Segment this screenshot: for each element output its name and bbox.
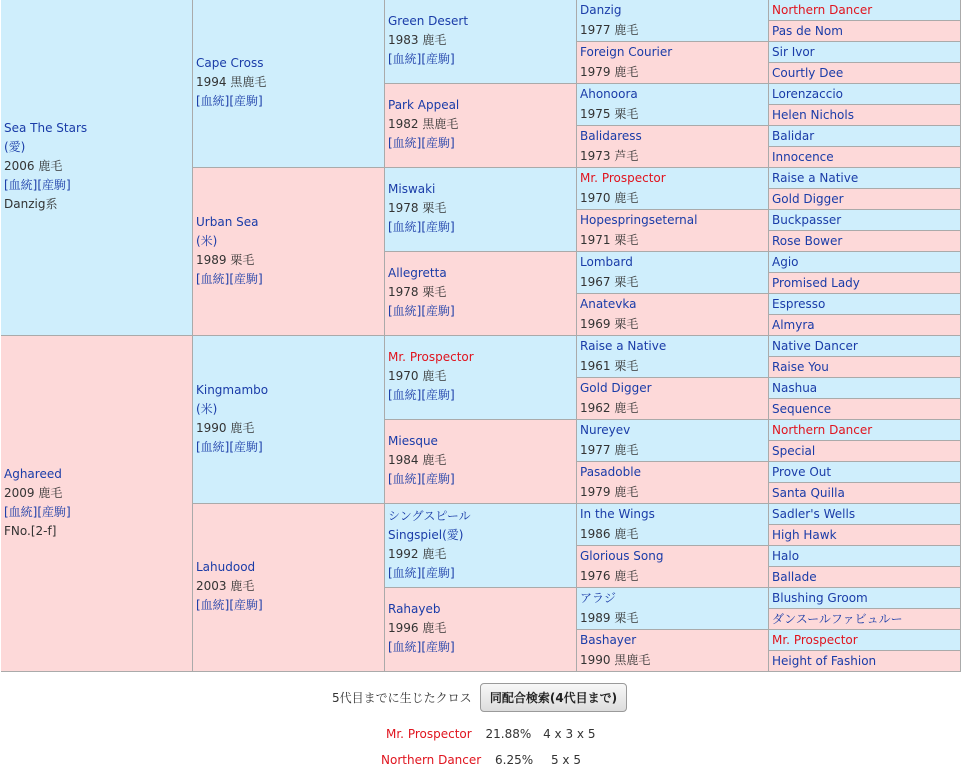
horse-name-link[interactable]: Mr. Prospector	[580, 171, 666, 185]
pedigree-offspring-links[interactable]: [血統][産駒]	[4, 178, 71, 192]
gen5-horse-cell	[769, 210, 961, 231]
horse-name-link[interactable]: Special	[772, 444, 816, 458]
horse-name-link[interactable]: Raise a Native	[772, 171, 859, 185]
horse-name-link[interactable]: シングスピール	[388, 509, 471, 523]
horse-info	[772, 231, 960, 251]
horse-birth-year-color: 1970 鹿毛	[388, 369, 447, 383]
horse-name-link[interactable]: Raise You	[772, 360, 829, 374]
gen5-horse-cell	[769, 651, 961, 672]
horse-alt-name-link[interactable]: Singspiel(愛)	[388, 528, 464, 542]
horse-info	[196, 336, 384, 457]
gen5-horse-cell	[769, 504, 961, 525]
horse-birth-year-color: 1982 黒鹿毛	[388, 117, 459, 131]
horse-info	[388, 84, 576, 153]
horse-name-link[interactable]: Helen Nichols	[772, 108, 854, 122]
horse-name-link[interactable]: Rose Bower	[772, 234, 843, 248]
horse-info	[196, 168, 384, 289]
horse-birth-year-color: 1977 鹿毛	[580, 443, 639, 457]
gen5-horse-cell	[769, 399, 961, 420]
horse-birth-year-color: 1978 栗毛	[388, 201, 447, 215]
gen5-horse-cell	[769, 21, 961, 42]
cross-percent: 6.25%	[495, 753, 534, 767]
horse-birth-year-color: 2006 鹿毛	[4, 159, 63, 173]
gen4-horse-cell	[577, 378, 769, 420]
horse-info	[580, 504, 768, 544]
gen5-horse-cell	[769, 189, 961, 210]
horse-birth-year-color: 2003 鹿毛	[196, 579, 255, 593]
horse-name-link[interactable]: Mr. Prospector	[772, 633, 858, 647]
gen3-horse-cell	[385, 336, 577, 420]
gen5-horse-cell	[769, 0, 961, 21]
horse-birth-year-color: 1976 鹿毛	[580, 569, 639, 583]
horse-info	[580, 294, 768, 334]
horse-info	[580, 378, 768, 418]
horse-info	[388, 0, 576, 69]
horse-birth-year-color: 1975 栗毛	[580, 107, 639, 121]
horse-name-link[interactable]: Mr. Prospector	[388, 350, 474, 364]
horse-birth-year-color: 1962 鹿毛	[580, 401, 639, 415]
horse-info	[4, 0, 192, 214]
horse-info	[772, 252, 960, 272]
horse-birth-year-color: 1983 鹿毛	[388, 33, 447, 47]
gen4-horse-cell	[577, 126, 769, 168]
gen1-horse-cell	[1, 336, 193, 672]
gen4-horse-cell	[577, 630, 769, 672]
gen5-horse-cell	[769, 252, 961, 273]
gen5-horse-cell	[769, 273, 961, 294]
horse-name-link[interactable]: Nashua	[772, 381, 818, 395]
horse-name-link[interactable]: Foreign Courier	[580, 45, 673, 59]
horse-birth-year-color: 1977 鹿毛	[580, 23, 639, 37]
horse-name-link[interactable]: Glorious Song	[580, 549, 664, 563]
horse-info	[772, 378, 960, 398]
horse-name-link[interactable]: アラジ	[580, 591, 617, 605]
gen4-horse-cell	[577, 294, 769, 336]
horse-name-link[interactable]: Kingmambo	[196, 383, 269, 397]
horse-name-link[interactable]: Pasadoble	[580, 465, 641, 479]
pedigree-table	[1, 0, 961, 672]
pedigree-offspring-links[interactable]: [血統][産駒]	[388, 304, 455, 318]
horse-info	[580, 84, 768, 124]
gen4-horse-cell	[577, 168, 769, 210]
horse-info	[772, 21, 960, 41]
horse-name-link[interactable]: Almyra	[772, 318, 815, 332]
horse-info	[772, 357, 960, 377]
horse-name-link[interactable]: Balidar	[772, 129, 815, 143]
gen4-horse-cell	[577, 504, 769, 546]
horse-country: (米)	[196, 234, 218, 248]
gen2-horse-cell	[193, 168, 385, 336]
gen5-horse-cell	[769, 588, 961, 609]
horse-info	[196, 504, 384, 615]
horse-birth-year-color: 1996 鹿毛	[388, 621, 447, 635]
horse-birth-year-color: 1970 鹿毛	[580, 191, 639, 205]
horse-info	[580, 588, 768, 628]
horse-info	[772, 0, 960, 20]
pedigree-offspring-links[interactable]: [血統][産駒]	[388, 640, 455, 654]
horse-info	[580, 546, 768, 586]
gen3-horse-cell	[385, 588, 577, 672]
horse-name-link[interactable]: In the Wings	[580, 507, 655, 521]
horse-birth-year-color: 1984 鹿毛	[388, 453, 447, 467]
horse-info	[388, 168, 576, 237]
horse-info	[772, 210, 960, 230]
pedigree-offspring-links[interactable]: [血統][産駒]	[388, 220, 455, 234]
cross-row	[386, 727, 595, 741]
horse-birth-year-color: 1992 鹿毛	[388, 547, 447, 561]
horse-name-link[interactable]: Northern Dancer	[772, 3, 873, 17]
pedigree-offspring-links[interactable]: [血統][産駒]	[388, 388, 455, 402]
gen4-horse-cell	[577, 0, 769, 42]
gen5-horse-cell	[769, 630, 961, 651]
gen4-horse-cell	[577, 546, 769, 588]
horse-info	[580, 126, 768, 166]
pedigree-offspring-links[interactable]: [血統][産駒]	[388, 566, 455, 580]
horse-name-link[interactable]: Raise a Native	[580, 339, 667, 353]
horse-name-link[interactable]: Sir Ivor	[772, 45, 815, 59]
horse-name-link[interactable]: Green Desert	[388, 14, 469, 28]
gen5-horse-cell	[769, 378, 961, 399]
gen5-horse-cell	[769, 105, 961, 126]
gen3-horse-cell	[385, 168, 577, 252]
gen4-horse-cell	[577, 84, 769, 126]
gen2-horse-cell	[193, 504, 385, 672]
horse-info	[388, 420, 576, 489]
horse-info	[580, 336, 768, 376]
horse-info	[772, 441, 960, 461]
horse-info	[580, 0, 768, 40]
gen4-horse-cell	[577, 462, 769, 504]
gen2-horse-cell	[193, 0, 385, 168]
horse-birth-year-color: 1994 黒鹿毛	[196, 75, 267, 89]
horse-info	[772, 399, 960, 419]
horse-name-link[interactable]: Native Dancer	[772, 339, 858, 353]
horse-info	[772, 525, 960, 545]
horse-name-link[interactable]: High Hawk	[772, 528, 837, 542]
horse-info	[580, 42, 768, 82]
horse-name-link[interactable]: Gold Digger	[580, 381, 652, 395]
horse-info	[772, 294, 960, 314]
horse-info	[772, 84, 960, 104]
horse-name-link[interactable]: Lahudood	[196, 560, 256, 574]
horse-info	[580, 210, 768, 250]
horse-name-link[interactable]: Prove Out	[772, 465, 832, 479]
horse-info	[580, 420, 768, 460]
cross-pattern: 4 x 3 x 5	[543, 727, 596, 741]
horse-name-link[interactable]: ダンスールファビュルー	[772, 612, 903, 626]
pedigree-offspring-links[interactable]: [血統][産駒]	[4, 505, 71, 519]
pedigree-offspring-links[interactable]: [血統][産駒]	[388, 52, 455, 66]
horse-info	[772, 105, 960, 125]
horse-info	[580, 630, 768, 670]
horse-name-link[interactable]: Height of Fashion	[772, 654, 877, 668]
gen5-horse-cell	[769, 567, 961, 588]
gen5-horse-cell	[769, 357, 961, 378]
gen5-horse-cell	[769, 315, 961, 336]
horse-name-link[interactable]: Sequence	[772, 402, 832, 416]
horse-birth-year-color: 1989 栗毛	[580, 611, 639, 625]
horse-info	[772, 168, 960, 188]
horse-birth-year-color: 1961 栗毛	[580, 359, 639, 373]
gen5-horse-cell	[769, 546, 961, 567]
horse-info	[772, 126, 960, 146]
horse-birth-year-color: 1989 栗毛	[196, 253, 255, 267]
horse-info	[772, 651, 960, 671]
horse-info	[388, 336, 576, 405]
gen5-horse-cell	[769, 336, 961, 357]
horse-info	[580, 168, 768, 208]
horse-info	[772, 189, 960, 209]
gen5-horse-cell	[769, 420, 961, 441]
horse-name-link[interactable]: Park Appeal	[388, 98, 460, 112]
gen4-horse-cell	[577, 210, 769, 252]
horse-name-link[interactable]: Halo	[772, 549, 800, 563]
horse-info	[772, 336, 960, 356]
gen5-horse-cell	[769, 168, 961, 189]
gen4-horse-cell	[577, 588, 769, 630]
gen5-horse-cell	[769, 483, 961, 504]
gen3-horse-cell	[385, 504, 577, 588]
horse-birth-year-color: 2009 鹿毛	[4, 486, 63, 500]
horse-birth-year-color: 1979 鹿毛	[580, 65, 639, 79]
horse-name-link[interactable]: Buckpasser	[772, 213, 842, 227]
horse-birth-year-color: 1971 栗毛	[580, 233, 639, 247]
horse-name-link[interactable]: Cape Cross	[196, 56, 264, 70]
horse-name-link[interactable]: Promised Lady	[772, 276, 860, 290]
horse-birth-year-color: 1973 芦毛	[580, 149, 639, 163]
gen2-horse-cell	[193, 336, 385, 504]
horse-name-link[interactable]: Hopespringseternal	[580, 213, 698, 227]
horse-info	[772, 567, 960, 587]
horse-birth-year-color: 1986 鹿毛	[580, 527, 639, 541]
horse-info	[772, 504, 960, 524]
horse-birth-year-color: 1978 栗毛	[388, 285, 447, 299]
horse-note: FNo.[2-f]	[4, 524, 57, 538]
horse-name-link[interactable]: Blushing Groom	[772, 591, 868, 605]
horse-birth-year-color: 1990 鹿毛	[196, 421, 255, 435]
gen5-horse-cell	[769, 525, 961, 546]
pedigree-offspring-links[interactable]: [血統][産駒]	[196, 440, 263, 454]
horse-country: (愛)	[4, 140, 26, 154]
horse-note: Danzig系	[4, 197, 58, 211]
pedigree-offspring-links[interactable]: [血統][産駒]	[388, 136, 455, 150]
gen4-horse-cell	[577, 42, 769, 84]
horse-info	[580, 252, 768, 292]
horse-name-link[interactable]: Courtly Dee	[772, 66, 844, 80]
horse-birth-year-color: 1967 栗毛	[580, 275, 639, 289]
same-mating-search-button[interactable]: 同配合検索(4代目まで)	[480, 683, 627, 712]
horse-country: (米)	[196, 402, 218, 416]
cross-row	[381, 753, 581, 767]
pedigree-offspring-links[interactable]: [血統][産駒]	[196, 94, 263, 108]
horse-name-link[interactable]: Innocence	[772, 150, 834, 164]
horse-name-link[interactable]: Bashayer	[580, 633, 637, 647]
horse-name-link[interactable]: Santa Quilla	[772, 486, 845, 500]
horse-name-link[interactable]: Balidaress	[580, 129, 642, 143]
gen3-horse-cell	[385, 420, 577, 504]
horse-name-link[interactable]: Espresso	[772, 297, 826, 311]
cross-percent: 21.88%	[485, 727, 532, 741]
gen5-horse-cell	[769, 609, 961, 630]
horse-info	[772, 462, 960, 482]
horse-name-link[interactable]: Aghareed	[4, 467, 62, 481]
horse-info	[388, 504, 576, 583]
horse-info	[772, 609, 960, 629]
gen3-horse-cell	[385, 252, 577, 336]
horse-name-link[interactable]: Gold Digger	[772, 192, 844, 206]
horse-info	[772, 273, 960, 293]
horse-name-link[interactable]: Ballade	[772, 570, 817, 584]
horse-info	[4, 336, 192, 541]
gen5-horse-cell	[769, 231, 961, 252]
horse-info	[772, 588, 960, 608]
horse-info	[580, 462, 768, 502]
horse-info	[772, 63, 960, 83]
horse-name-link[interactable]: Sea The Stars	[4, 121, 88, 135]
cross-pattern: 5 x 5	[550, 753, 581, 767]
cross-section-label: 5代目までに生じたクロス	[332, 691, 472, 705]
horse-info	[772, 42, 960, 62]
horse-name-link[interactable]: Miswaki	[388, 182, 436, 196]
gen5-horse-cell	[769, 126, 961, 147]
horse-name-link[interactable]: Anatevka	[580, 297, 637, 311]
horse-name-link[interactable]: Urban Sea	[196, 215, 259, 229]
horse-birth-year-color: 1969 栗毛	[580, 317, 639, 331]
gen5-horse-cell	[769, 84, 961, 105]
horse-name-link[interactable]: Rahayeb	[388, 602, 441, 616]
gen5-horse-cell	[769, 294, 961, 315]
gen5-horse-cell	[769, 42, 961, 63]
pedigree-offspring-links[interactable]: [血統][産駒]	[196, 598, 263, 612]
horse-info	[772, 483, 960, 503]
horse-name-link[interactable]: Lombard	[580, 255, 633, 269]
cross-horse-link[interactable]: Northern Dancer	[381, 753, 482, 767]
horse-name-link[interactable]: Sadler's Wells	[772, 507, 856, 521]
horse-name-link[interactable]: Miesque	[388, 434, 438, 448]
horse-birth-year-color: 1990 黒鹿毛	[580, 653, 651, 667]
horse-birth-year-color: 1979 鹿毛	[580, 485, 639, 499]
pedigree-offspring-links[interactable]: [血統][産駒]	[196, 272, 263, 286]
horse-name-link[interactable]: Agio	[772, 255, 799, 269]
horse-name-link[interactable]: Pas de Nom	[772, 24, 843, 38]
horse-info	[196, 0, 384, 111]
horse-name-link[interactable]: Allegretta	[388, 266, 447, 280]
gen5-horse-cell	[769, 147, 961, 168]
gen3-horse-cell	[385, 0, 577, 84]
horse-info	[772, 630, 960, 650]
horse-info	[772, 420, 960, 440]
gen4-horse-cell	[577, 252, 769, 294]
horse-name-link[interactable]: Lorenzaccio	[772, 87, 843, 101]
gen5-horse-cell	[769, 441, 961, 462]
gen1-horse-cell	[1, 0, 193, 336]
horse-info	[772, 546, 960, 566]
gen5-horse-cell	[769, 63, 961, 84]
horse-info	[388, 588, 576, 657]
horse-info	[772, 147, 960, 167]
gen3-horse-cell	[385, 84, 577, 168]
gen4-horse-cell	[577, 336, 769, 378]
horse-info	[772, 315, 960, 335]
horse-name-link[interactable]: Ahonoora	[580, 87, 638, 101]
horse-name-link[interactable]: Nureyev	[580, 423, 631, 437]
cross-horse-link[interactable]: Mr. Prospector	[386, 727, 472, 741]
horse-name-link[interactable]: Danzig	[580, 3, 622, 17]
horse-name-link[interactable]: Northern Dancer	[772, 423, 873, 437]
gen5-horse-cell	[769, 462, 961, 483]
pedigree-offspring-links[interactable]: [血統][産駒]	[388, 472, 455, 486]
gen4-horse-cell	[577, 420, 769, 462]
horse-info	[388, 252, 576, 321]
